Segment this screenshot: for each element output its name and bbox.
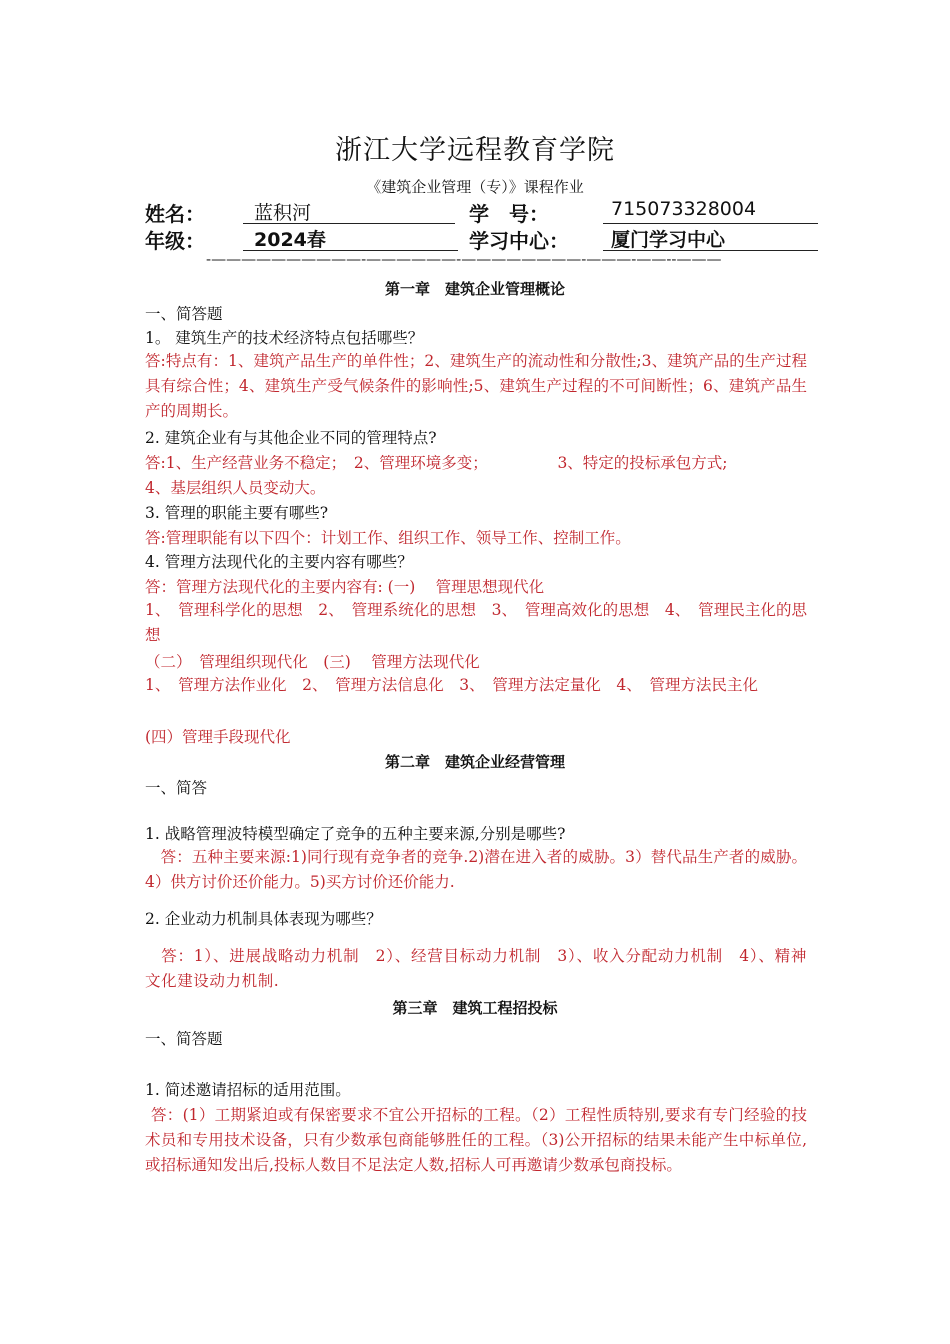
- chapter-2-title: 第二章 建筑企业经营管理: [384, 753, 565, 771]
- question-1-1: 1。 建筑生产的技术经济特点包括哪些？: [145, 329, 424, 347]
- answer-2-1: 答：五种主要来源:1)同行现有竞争者的竞争.2)潜在进入者的威胁。3）替代品生产者的威胁。4）供方讨价还价能力。5)买方讨价还价能力.: [145, 848, 807, 891]
- document-title: 浙江大学远程教育学院: [335, 135, 615, 166]
- question-2-2: 2. 企业动力机制具体表现为哪些？: [145, 910, 382, 928]
- question-1-3: 3. 管理的职能主要有哪些?: [145, 504, 329, 522]
- student-id-value: 715073328004: [611, 198, 757, 220]
- name-underline: [243, 223, 455, 224]
- learning-center-value: 厦门学习中心: [611, 229, 726, 251]
- answer-1-1: 答:特点有：1、建筑产品生产的单件性；2、建筑生产的流动性和分散性;3、建筑产品的生产过程具有综合性；4、建筑生产受气候条件的影响性;5、建筑生产过程的不可间断性；6、建筑产品生产的周期长。: [145, 352, 807, 420]
- student-id-underline: [603, 223, 818, 224]
- name-label: 姓名：: [145, 202, 205, 226]
- answer-1-2-line1: 答:1、生产经营业务不稳定； 2、管理环境多变； 3、特定的投标承包方式;: [145, 454, 728, 472]
- chapter-3-section: 一、简答题: [145, 1030, 223, 1048]
- answer-1-4-line3: (四）管理手段现代化: [145, 728, 291, 746]
- learning-center-label: 学习中心：: [469, 229, 569, 253]
- name-value: 蓝积河: [254, 202, 312, 224]
- chapter-1-title: 第一章 建筑企业管理概论: [384, 280, 565, 298]
- question-2-1: 1. 战略管理波特模型确定了竞争的五种主要来源,分别是哪些?: [145, 825, 566, 843]
- answer-1-4-line2: （二） 管理组织现代化 (三) 管理方法现代化: [145, 653, 480, 671]
- chapter-3-title: 第三章 建筑工程招投标: [392, 999, 558, 1017]
- answer-2-2: 答：1）、进展战略动力机制 2）、经营目标动力机制 3）、收入分配动力机制 4）、精神文化建设动力机制.: [145, 947, 807, 990]
- chapter-1-section: 一、简答题: [145, 305, 223, 323]
- answer-1-4-line1: 答：管理方法现代化的主要内容有: (一) 管理思想现代化: [145, 578, 545, 596]
- question-3-1: 1. 简述邀请招标的适用范围。: [145, 1081, 351, 1099]
- question-1-4: 4. 管理方法现代化的主要内容有哪些？: [145, 553, 413, 571]
- chapter-2-section: 一、简答: [145, 779, 208, 797]
- answer-1-3: 答:管理职能有以下四个：计划工作、组织工作、领导工作、控制工作。: [145, 529, 631, 547]
- answer-3-1: 答：(1）工期紧迫或有保密要求不宜公开招标的工程。（2）工程性质特别,要求有专门经验的技术员和专用技术设备，只有少数承包商能够胜任的工程。（3)公开招标的结果未能产生中标单位,或招标通知发出后,投标人数目不足法定人数,招标人可再邀请少数承包商投标。: [145, 1106, 807, 1174]
- grade-value: 2024春: [254, 229, 326, 251]
- separator-line: -——————————-——————-————————-———-——--———: [206, 250, 722, 268]
- student-id-label: 学 号：: [469, 202, 549, 226]
- question-1-2: 2. 建筑企业有与其他企业不同的管理特点?: [145, 429, 437, 447]
- grade-label: 年级：: [145, 229, 205, 253]
- course-subtitle: 《建筑企业管理（专）》课程作业: [366, 178, 584, 196]
- answer-1-4-para1: 1、 管理科学化的思想 2、 管理系统化的思想 3、 管理高效化的思想 4、 管理民主化的思想: [145, 601, 807, 644]
- answer-1-2-line2: 4、基层组织人员变动大。: [145, 479, 326, 497]
- answer-1-4-para2: 1、 管理方法作业化 2、 管理方法信息化 3、 管理方法定量化 4、 管理方法民主化: [145, 676, 758, 694]
